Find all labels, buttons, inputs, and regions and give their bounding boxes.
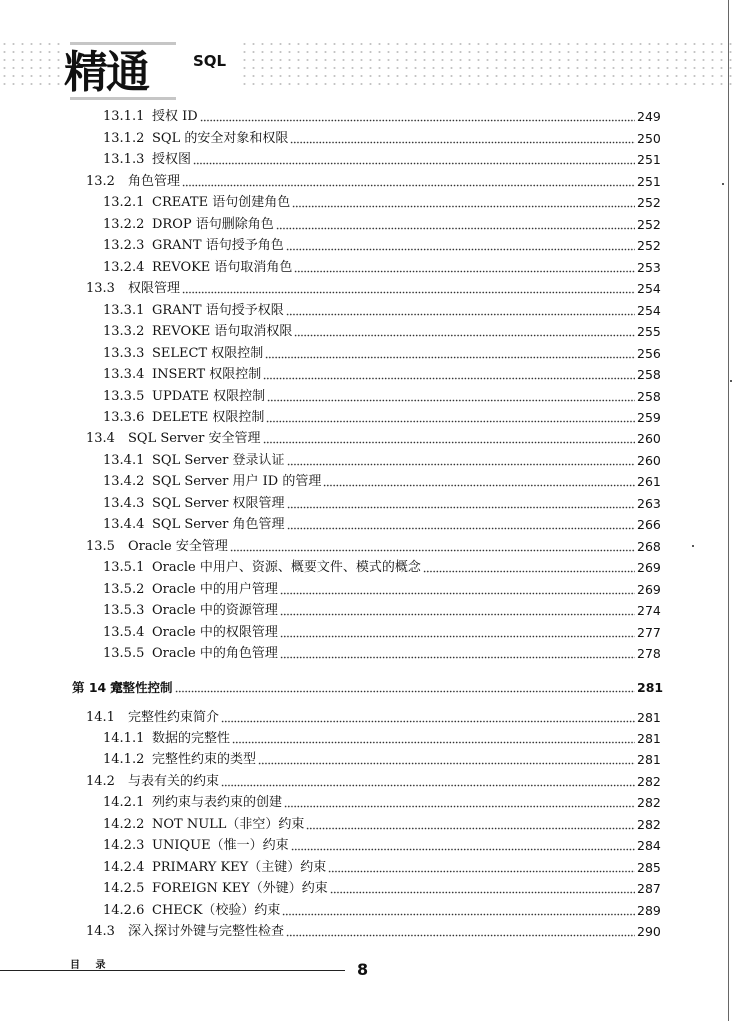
toc-entry-title: DROP 语句删除角色 <box>152 217 274 232</box>
toc-entry-number: 13.3.6 <box>103 410 145 425</box>
toc-entry-title: UPDATE 权限控制 <box>152 389 266 404</box>
toc-entry-row <box>0 494 732 514</box>
toc-page-number: 281 <box>637 752 661 767</box>
toc-entry-row <box>0 793 732 813</box>
toc-entry-row <box>0 236 732 256</box>
footer-rule <box>0 970 345 971</box>
toc-dot-leader <box>230 537 635 557</box>
toc-page-number: 260 <box>637 431 661 446</box>
toc-page-number: 256 <box>637 346 661 361</box>
toc-entry-number: 13.2 <box>86 174 115 189</box>
toc-dot-leader <box>306 815 635 835</box>
toc-page-number: 254 <box>637 303 661 318</box>
toc-entry-row <box>0 772 732 792</box>
toc-entry-number: 13.2.1 <box>103 195 145 210</box>
toc-entry-title: 与表有关的约束 <box>128 774 220 789</box>
toc-chapter-row <box>0 678 732 698</box>
toc-dot-leader <box>221 708 635 728</box>
toc-entry-number: 13.3 <box>86 281 115 296</box>
toc-dot-leader <box>286 301 635 321</box>
toc-entry-number: 14.2 <box>86 774 115 789</box>
toc-entry-row <box>0 729 732 749</box>
toc-entry-number: 14.2.1 <box>103 795 145 810</box>
toc-entry-number: 13.4.1 <box>103 453 145 468</box>
toc-dot-leader <box>182 279 635 299</box>
toc-entry-number: 14.3 <box>86 924 115 939</box>
toc-entry-row <box>0 150 732 170</box>
toc-dot-leader <box>284 793 635 813</box>
toc-entry-number: 13.4.3 <box>103 496 145 511</box>
toc-entry-row <box>0 580 732 600</box>
toc-page-number: 268 <box>637 539 661 554</box>
toc-entry-number: 13.3.1 <box>103 303 145 318</box>
toc-page-number: 252 <box>637 238 661 253</box>
toc-dot-leader <box>330 879 635 899</box>
toc-entry-title: 数据的完整性 <box>152 731 231 746</box>
toc-entry-title: 权限管理 <box>128 281 181 296</box>
toc-entry-title: Oracle 中用户、资源、概要文件、模式的概念 <box>152 560 421 575</box>
toc-entry-row <box>0 344 732 364</box>
toc-entry-number: 13.5.4 <box>103 625 145 640</box>
toc-entry-title: 授权 ID <box>152 109 198 124</box>
page-edge-line <box>728 0 729 1021</box>
toc-page-number: 281 <box>637 710 661 725</box>
toc-entry-number: 14.2.3 <box>103 838 145 853</box>
toc-entry-title: GRANT 语句授予权限 <box>152 303 284 318</box>
book-logo: 精通 <box>64 47 148 98</box>
toc-entry-row <box>0 365 732 385</box>
toc-dot-leader <box>280 601 635 621</box>
toc-page-number: 281 <box>637 680 664 695</box>
toc-entry-row <box>0 301 732 321</box>
toc-entry-row <box>0 815 732 835</box>
toc-entry-title: SQL Server 登录认证 <box>152 453 285 468</box>
toc-entry-title: SQL Server 权限管理 <box>152 496 285 511</box>
footer-section-label: 目 录 <box>70 960 112 971</box>
toc-page-number: 258 <box>637 389 661 404</box>
toc-entry-row <box>0 172 732 192</box>
toc-entry-row <box>0 215 732 235</box>
toc-entry-number: 第 14 章 <box>72 680 124 695</box>
toc-page-number: 260 <box>637 453 661 468</box>
toc-dot-leader <box>280 623 635 643</box>
toc-dot-leader <box>294 322 635 342</box>
toc-page-number: 282 <box>637 795 661 810</box>
toc-entry-row <box>0 193 732 213</box>
toc-page-number: 290 <box>637 924 661 939</box>
toc-entry-row <box>0 922 732 942</box>
toc-dot-leader <box>265 344 635 364</box>
toc-entry-title: NOT NULL（非空）约束 <box>152 817 305 832</box>
toc-entry-number: 13.3.3 <box>103 346 145 361</box>
toc-entry-row <box>0 258 732 278</box>
toc-entry-row <box>0 129 732 149</box>
toc-entry-title: SQL 的安全对象和权限 <box>152 131 289 146</box>
toc-entry-row <box>0 623 732 643</box>
toc-entry-title: CREATE 语句创建角色 <box>152 195 291 210</box>
toc-entry-number: 13.5.1 <box>103 560 145 575</box>
toc-entry-row <box>0 408 732 428</box>
toc-entry-number: 13.4.4 <box>103 517 145 532</box>
toc-dot-leader <box>287 494 635 514</box>
toc-entry-row <box>0 750 732 770</box>
toc-entry-row <box>0 279 732 299</box>
toc-dot-leader <box>193 150 635 170</box>
toc-entry-row <box>0 644 732 664</box>
toc-dot-leader <box>263 365 635 385</box>
toc-dot-leader <box>263 429 635 449</box>
scan-speck <box>722 183 724 185</box>
toc-dot-leader <box>286 236 635 256</box>
toc-entry-row <box>0 708 732 728</box>
toc-page-number: 274 <box>637 603 661 618</box>
toc-entry-number: 14.1.2 <box>103 752 145 767</box>
toc-dot-leader <box>323 472 635 492</box>
toc-entry-row <box>0 601 732 621</box>
toc-entry-row <box>0 429 732 449</box>
toc-entry-title: 完整性控制 <box>110 680 173 695</box>
toc-dot-leader <box>266 408 635 428</box>
header-dot-pattern-right <box>240 40 732 90</box>
toc-page-number: 253 <box>637 260 661 275</box>
toc-page-number: 261 <box>637 474 661 489</box>
toc-entry-number: 13.4.2 <box>103 474 145 489</box>
toc-entry-row <box>0 558 732 578</box>
toc-entry-row <box>0 879 732 899</box>
toc-entry-title: CHECK（校验）约束 <box>152 903 281 918</box>
toc-dot-leader <box>287 451 635 471</box>
toc-entry-title: 列约束与表约束的创建 <box>152 795 283 810</box>
toc-dot-leader <box>175 678 635 698</box>
toc-dot-leader <box>282 901 635 921</box>
toc-entry-title: Oracle 中的权限管理 <box>152 625 278 640</box>
page-header <box>0 30 732 98</box>
toc-entry-number: 13.1.1 <box>103 109 145 124</box>
toc-dot-leader <box>286 922 635 942</box>
toc-entry-row <box>0 472 732 492</box>
toc-entry-number: 14.1 <box>86 710 115 725</box>
toc-entry-number: 13.4 <box>86 431 115 446</box>
toc-entry-title: SQL Server 角色管理 <box>152 517 285 532</box>
toc-page-number: 287 <box>637 881 661 896</box>
toc-dot-leader <box>287 515 635 535</box>
toc-entry-title: SQL Server 安全管理 <box>128 431 261 446</box>
toc-entry-row <box>0 515 732 535</box>
toc-entry-title: SELECT 权限控制 <box>152 346 264 361</box>
toc-entry-title: 完整性约束简介 <box>128 710 220 725</box>
toc-entry-number: 13.1.2 <box>103 131 145 146</box>
toc-dot-leader <box>232 729 635 749</box>
toc-dot-leader <box>328 858 635 878</box>
toc-dot-leader <box>258 750 635 770</box>
toc-entry-number: 13.3.4 <box>103 367 145 382</box>
toc-page-number: 252 <box>637 217 661 232</box>
toc-entry-number: 14.2.2 <box>103 817 145 832</box>
toc-page-number: 251 <box>637 152 661 167</box>
toc-entry-row <box>0 836 732 856</box>
toc-entry-number: 13.5.3 <box>103 603 145 618</box>
toc-dot-leader <box>294 258 635 278</box>
toc-entry-title: 完整性约束的类型 <box>152 752 257 767</box>
toc-page-number: 258 <box>637 367 661 382</box>
header-dot-pattern-left <box>0 40 62 90</box>
toc-entry-number: 13.3.2 <box>103 324 145 339</box>
toc-entry-number: 14.2.6 <box>103 903 145 918</box>
toc-entry-number: 13.5 <box>86 539 115 554</box>
toc-entry-title: REVOKE 语句取消角色 <box>152 260 293 275</box>
toc-page-number: 278 <box>637 646 661 661</box>
series-label: SQL <box>193 52 227 70</box>
toc-dot-leader <box>292 193 635 213</box>
toc-entry-number: 13.2.2 <box>103 217 145 232</box>
toc-dot-leader <box>276 215 635 235</box>
toc-page-number: 249 <box>637 109 661 124</box>
toc-page-number: 281 <box>637 731 661 746</box>
toc-entry-title: UNIQUE（惟一）约束 <box>152 838 289 853</box>
toc-entry-title: INSERT 权限控制 <box>152 367 262 382</box>
toc-dot-leader <box>280 580 635 600</box>
toc-page-number: 282 <box>637 774 661 789</box>
toc-entry-title: DELETE 权限控制 <box>152 410 265 425</box>
scan-speck <box>692 545 694 547</box>
toc-page-number: 259 <box>637 410 661 425</box>
toc-page-number: 282 <box>637 817 661 832</box>
toc-entry-title: Oracle 中的用户管理 <box>152 582 278 597</box>
toc-entry-row <box>0 858 732 878</box>
toc-entry-title: Oracle 安全管理 <box>128 539 228 554</box>
toc-entry-number: 13.5.2 <box>103 582 145 597</box>
toc-entry-title: FOREIGN KEY（外键）约束 <box>152 881 328 896</box>
toc-entry-title: REVOKE 语句取消权限 <box>152 324 293 339</box>
toc-dot-leader <box>291 836 635 856</box>
toc-entry-title: 深入探讨外键与完整性检查 <box>128 924 285 939</box>
toc-page-number: 269 <box>637 560 661 575</box>
toc-entry-title: SQL Server 用户 ID 的管理 <box>152 474 322 489</box>
toc-page-number: 251 <box>637 174 661 189</box>
toc-dot-leader <box>182 172 635 192</box>
toc-entry-title: GRANT 语句授予角色 <box>152 238 284 253</box>
toc-entry-title: 授权图 <box>152 152 192 167</box>
toc-dot-leader <box>280 644 635 664</box>
toc-page-number: 284 <box>637 838 661 853</box>
toc-entry-title: 角色管理 <box>128 174 181 189</box>
toc-page-number: 277 <box>637 625 661 640</box>
toc-entry-row <box>0 107 732 127</box>
toc-entry-number: 13.3.5 <box>103 389 145 404</box>
toc-page-number: 250 <box>637 131 661 146</box>
footer-page-number: 8 <box>357 960 369 979</box>
toc-entry-number: 13.1.3 <box>103 152 145 167</box>
toc-entry-row <box>0 901 732 921</box>
toc-entry-number: 14.1.1 <box>103 731 145 746</box>
toc-entry-title: Oracle 中的角色管理 <box>152 646 278 661</box>
toc-dot-leader <box>267 387 635 407</box>
toc-page-number: 266 <box>637 517 661 532</box>
toc-page-number: 269 <box>637 582 661 597</box>
toc-entry-number: 14.2.5 <box>103 881 145 896</box>
toc-entry-title: PRIMARY KEY（主键）约束 <box>152 860 327 875</box>
toc-entry-number: 13.2.3 <box>103 238 145 253</box>
toc-entry-number: 14.2.4 <box>103 860 145 875</box>
toc-page-number: 254 <box>637 281 661 296</box>
toc-entry-number: 13.5.5 <box>103 646 145 661</box>
toc-entry-row <box>0 451 732 471</box>
toc-page-number: 263 <box>637 496 661 511</box>
toc-entry-title: Oracle 中的资源管理 <box>152 603 278 618</box>
toc-page-number: 255 <box>637 324 661 339</box>
toc-dot-leader <box>290 129 635 149</box>
toc-dot-leader <box>200 107 635 127</box>
toc-entry-number: 13.2.4 <box>103 260 145 275</box>
toc-page-number: 252 <box>637 195 661 210</box>
toc-dot-leader <box>221 772 635 792</box>
toc-page-number: 285 <box>637 860 661 875</box>
toc-dot-leader <box>423 558 635 578</box>
toc-page-number: 289 <box>637 903 661 918</box>
toc-entry-row <box>0 387 732 407</box>
toc-entry-row <box>0 322 732 342</box>
toc-entry-row <box>0 537 732 557</box>
